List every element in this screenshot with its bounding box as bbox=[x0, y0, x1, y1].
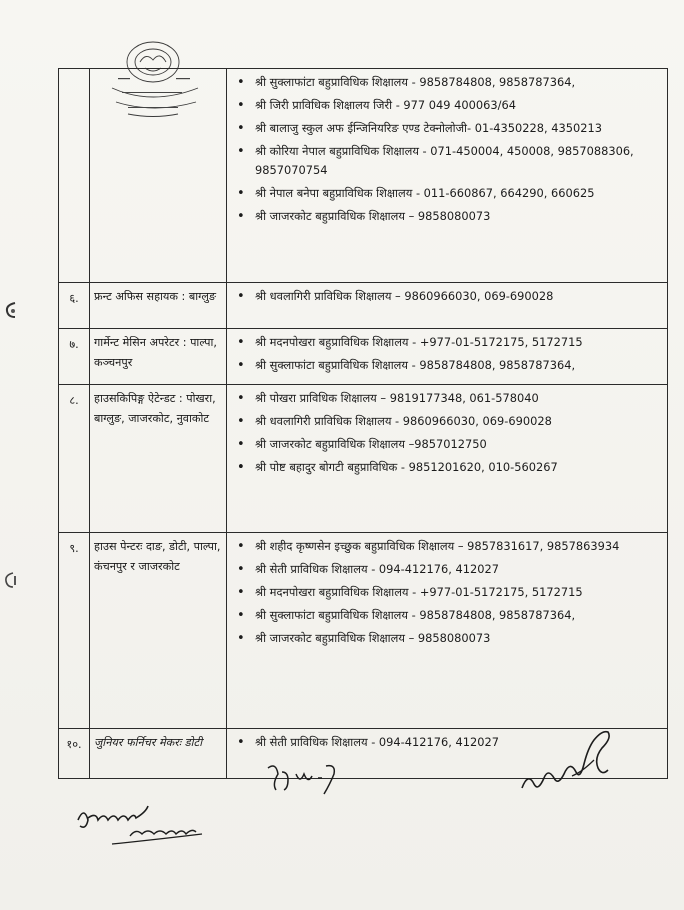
occupation-cell: जुनियर फर्निचर मेकरः डोटी bbox=[90, 729, 227, 779]
row-number bbox=[59, 69, 90, 283]
row-number: १०. bbox=[59, 729, 90, 779]
occupation-cell: हाउसकिपिङ्ग ऐटेन्डट : पोखरा, बाग्लुङ, जाजरकोट, नुवाकोट bbox=[90, 385, 227, 533]
handwritten-initials bbox=[262, 758, 342, 798]
table-row bbox=[59, 385, 668, 533]
list-item: • श्री जाजरकोट बहुप्राविधिक शिक्षालय – 9858080073 bbox=[233, 207, 661, 226]
list-item: • श्री सुक्लाफांटा बहुप्राविधिक शिक्षालय - 9858784808, 9858787364, bbox=[233, 73, 661, 92]
handwritten-signature bbox=[512, 718, 612, 808]
institutions-cell bbox=[227, 69, 668, 283]
list-item: • श्री नेपाल बनेपा बहुप्राविधिक शिक्षालय - 011-660867, 664290, 660625 bbox=[233, 184, 661, 203]
row-number: ६. bbox=[59, 283, 90, 329]
row-number: ८. bbox=[59, 385, 90, 533]
list-item: • श्री मदनपोखरा बहुप्राविधिक शिक्षालय - +977-01-5172175, 5172715 bbox=[233, 333, 661, 352]
list-item: • श्री जाजरकोट बहुप्राविधिक शिक्षालय –9857012750 bbox=[233, 435, 661, 454]
institutions-cell bbox=[227, 329, 668, 385]
punch-hole-mark bbox=[4, 570, 20, 590]
punch-hole-mark bbox=[4, 300, 20, 320]
list-item: • श्री सेती प्राविधिक शिक्षालय - 094-412176, 412027 bbox=[233, 733, 661, 752]
list-item: • श्री धवलागिरी प्राविधिक शिक्षालय - 9860966030, 069-690028 bbox=[233, 412, 661, 431]
table-row bbox=[59, 69, 668, 283]
list-item: • श्री कोरिया नेपाल बहुप्राविधिक शिक्षालय - 071-450004, 450008, 9857088306, 9857070754 bbox=[233, 142, 661, 180]
list-item: • श्री पोखरा प्राविधिक शिक्षालय – 9819177348, 061-578040 bbox=[233, 389, 661, 408]
list-item: • श्री पोष्ट बहादुर बोगटी बहुप्राविधिक - 9851201620, 010-560267 bbox=[233, 458, 661, 477]
training-institutions-table bbox=[58, 68, 668, 779]
occupation-cell: हाउस पेन्टरः दाङ, डोटी, पाल्पा, कंचनपुर र जाजरकोट bbox=[90, 533, 227, 729]
occupation-cell: गार्मेन्ट मेसिन अपरेटर : पाल्पा, कञ्चनपुर bbox=[90, 329, 227, 385]
occupation-cell bbox=[90, 69, 227, 283]
row-number: ७. bbox=[59, 329, 90, 385]
list-item: • श्री जिरी प्राविधिक शिक्षालय जिरी - 977 049 400063/64 bbox=[233, 96, 661, 115]
list-item: • श्री शहीद कृष्णसेन इच्छुक बहुप्राविधिक शिक्षालय – 9857831617, 9857863934 bbox=[233, 537, 661, 556]
row-number: ९. bbox=[59, 533, 90, 729]
list-item: • श्री मदनपोखरा बहुप्राविधिक शिक्षालय - +977-01-5172175, 5172715 bbox=[233, 583, 661, 602]
list-item: • श्री जाजरकोट बहुप्राविधिक शिक्षालय – 9858080073 bbox=[233, 629, 661, 648]
institutions-cell bbox=[227, 385, 668, 533]
list-item: • श्री सुक्लाफांटा बहुप्राविधिक शिक्षालय - 9858784808, 9858787364, bbox=[233, 606, 661, 625]
handwritten-signature-date bbox=[72, 800, 222, 850]
table-row bbox=[59, 283, 668, 329]
institutions-cell bbox=[227, 283, 668, 329]
list-item: • श्री बालाजु स्कुल अफ ईन्जिनियरिङ एण्ड टेक्नोलोजी- 01-4350228, 4350213 bbox=[233, 119, 661, 138]
list-item: • श्री सेती प्राविधिक शिक्षालय - 094-412176, 412027 bbox=[233, 560, 661, 579]
occupation-cell: फ्रन्ट अफिस सहायक : बाग्लुङ bbox=[90, 283, 227, 329]
list-item: • श्री धवलागिरी प्राविधिक शिक्षालय – 9860966030, 069-690028 bbox=[233, 287, 661, 306]
table-row bbox=[59, 533, 668, 729]
table-row bbox=[59, 329, 668, 385]
institutions-cell bbox=[227, 533, 668, 729]
list-item: • श्री सुक्लाफांटा बहुप्राविधिक शिक्षालय - 9858784808, 9858787364, bbox=[233, 356, 661, 375]
